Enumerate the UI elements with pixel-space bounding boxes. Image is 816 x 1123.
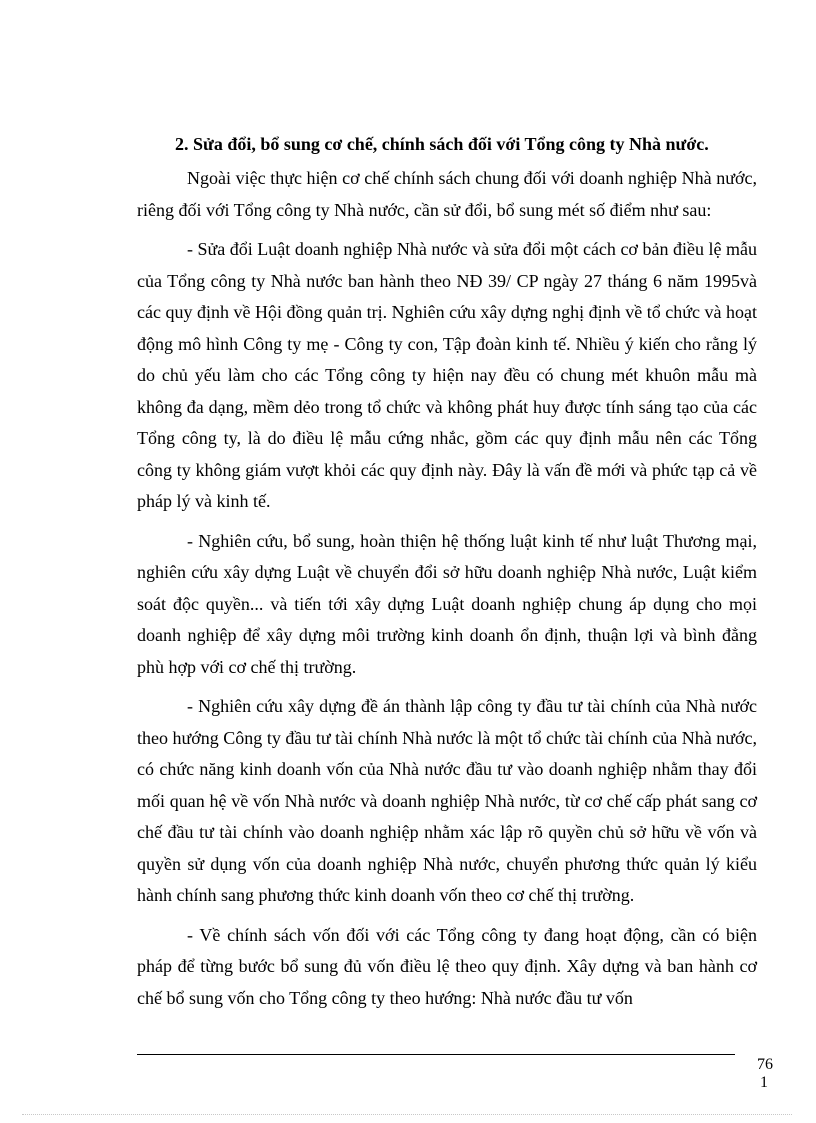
- section-heading: 2. Sửa đổi, bổ sung cơ chế, chính sách đối với Tổng công ty Nhà nước.: [175, 134, 709, 154]
- paragraph-capital-policy: - Về chính sách vốn đối với các Tổng công ty đang hoạt động, cần có biện pháp để từng bước bổ sung đủ vốn điều lệ theo quy định. Xây dựng và ban hành cơ chế bổ sung vốn cho Tổng công ty theo hướng: Nhà nước đầu tư vốn: [137, 924, 757, 1008]
- page-bottom-border: [22, 1114, 792, 1115]
- footer-divider: [137, 1054, 735, 1055]
- paragraph-intro: Ngoài việc thực hiện cơ chế chính sách chung đối với doanh nghiệp Nhà nước, riêng đối với Tổng công ty Nhà nước, cần sử đổi, bổ sung mét số điểm như sau:: [137, 168, 757, 220]
- paragraph-law-amendment: - Sửa đổi Luật doanh nghiệp Nhà nước và sửa đổi một cách cơ bản điều lệ mẫu của Tổng công ty Nhà nước ban hành theo NĐ 39/ CP ngày 27 tháng 6 năm 1995và các quy định về Hội đồng quản trị. Nghiên cứu xây dựng nghị định về tổ chức và hoạt động mô hình Công ty mẹ - Công ty con, Tập đoàn kinh tế. Nhiều ý kiến cho rằng lý do chủ yếu làm cho các Tổng công ty hiện nay đều có chung mét khuôn mẫu mà không đa dạng, mềm dẻo trong tổ chức và không phát huy được tính sáng tạo của các Tổng công ty, là do điều lệ mẫu cứng nhắc, gồm các quy định mẫu nên các Tổng công ty không giám vượt khỏi các quy định này. Đây là vấn đề mới và phức tạp cả về pháp lý và kinh tế.: [137, 239, 757, 511]
- page-body: [137, 131, 757, 1022]
- page-number-suffix: 1: [760, 1074, 768, 1091]
- paragraph-investment-company: - Nghiên cứu xây dựng đề án thành lập công ty đầu tư tài chính của Nhà nước theo hướng Công ty đầu tư tài chính Nhà nước là một tổ chức tài chính của Nhà nước, có chức năng kinh doanh vốn của Nhà nước đầu tư vào doanh nghiệp nhằm thay đổi mối quan hệ về vốn Nhà nước và doanh nghiệp Nhà nước, từ cơ chế cấp phát sang cơ chế đầu tư tài chính vào doanh nghiệp nhằm xác lập rõ quyền chủ sở hữu về vốn và quyền sử dụng vốn của doanh nghiệp Nhà nước, chuyển phương thức quản lý kiểu hành chính sang phương thức kinh doanh vốn theo cơ chế thị trường.: [137, 696, 757, 905]
- page-number: 76: [757, 1056, 773, 1073]
- paragraph-economic-law: - Nghiên cứu, bổ sung, hoàn thiện hệ thống luật kinh tế như luật Thương mại, nghiên cứu xây dựng Luật về chuyển đổi sở hữu doanh nghiệp Nhà nước, Luật kiểm soát độc quyền... và tiến tới xây dựng Luật doanh nghiệp chung áp dụng cho mọi doanh nghiệp để xây dựng môi trường kinh doanh ổn định, thuận lợi và bình đẳng phù hợp với cơ chế thị trường.: [137, 530, 757, 677]
